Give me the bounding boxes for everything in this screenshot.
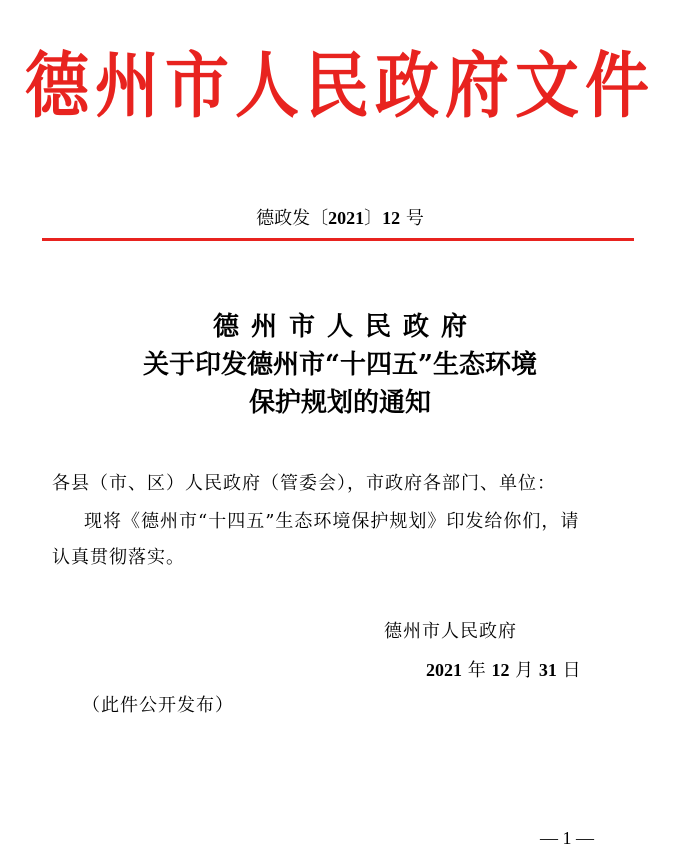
signature-date <box>426 656 581 685</box>
date-month-unit: 月 <box>509 660 539 681</box>
body-paragraph-line-2: 认真贯彻落实。 <box>52 547 185 568</box>
date-day: 31 <box>538 660 557 680</box>
document-number-year: 2021 <box>328 208 365 228</box>
date-year: 2021 <box>426 660 462 680</box>
signature-organization: 德州市人民政府 <box>384 621 517 642</box>
date-year-unit: 年 <box>462 660 492 681</box>
title-line-2: 关于印发德州市“十四五”生态环境 <box>143 350 537 380</box>
salutation: 各县（市、区）人民政府（管委会），市政府各部门、单位： <box>52 473 556 494</box>
document-number-value: 12 <box>382 208 401 228</box>
red-divider-rule <box>42 238 634 241</box>
title-line-1: 德州市人民政府 <box>212 312 479 342</box>
page-number: — 1 — <box>540 828 594 848</box>
date-month: 12 <box>491 660 510 680</box>
publication-note: （此件公开发布） <box>82 695 234 716</box>
document-masthead: 德州市人民政府文件 <box>25 44 655 129</box>
document-number-prefix: 德政发〔 <box>256 208 329 229</box>
document-number <box>0 206 680 231</box>
document-title <box>0 308 680 422</box>
document-number-suffix: 号 <box>400 208 424 229</box>
title-line-3: 保护规划的通知 <box>248 388 431 418</box>
date-day-unit: 日 <box>556 660 581 681</box>
body-paragraph-line-1: 现将《德州市“十四五”生态环境保护规划》印发给你们，请 <box>84 511 580 532</box>
document-number-bracket: 〕 <box>364 208 383 229</box>
